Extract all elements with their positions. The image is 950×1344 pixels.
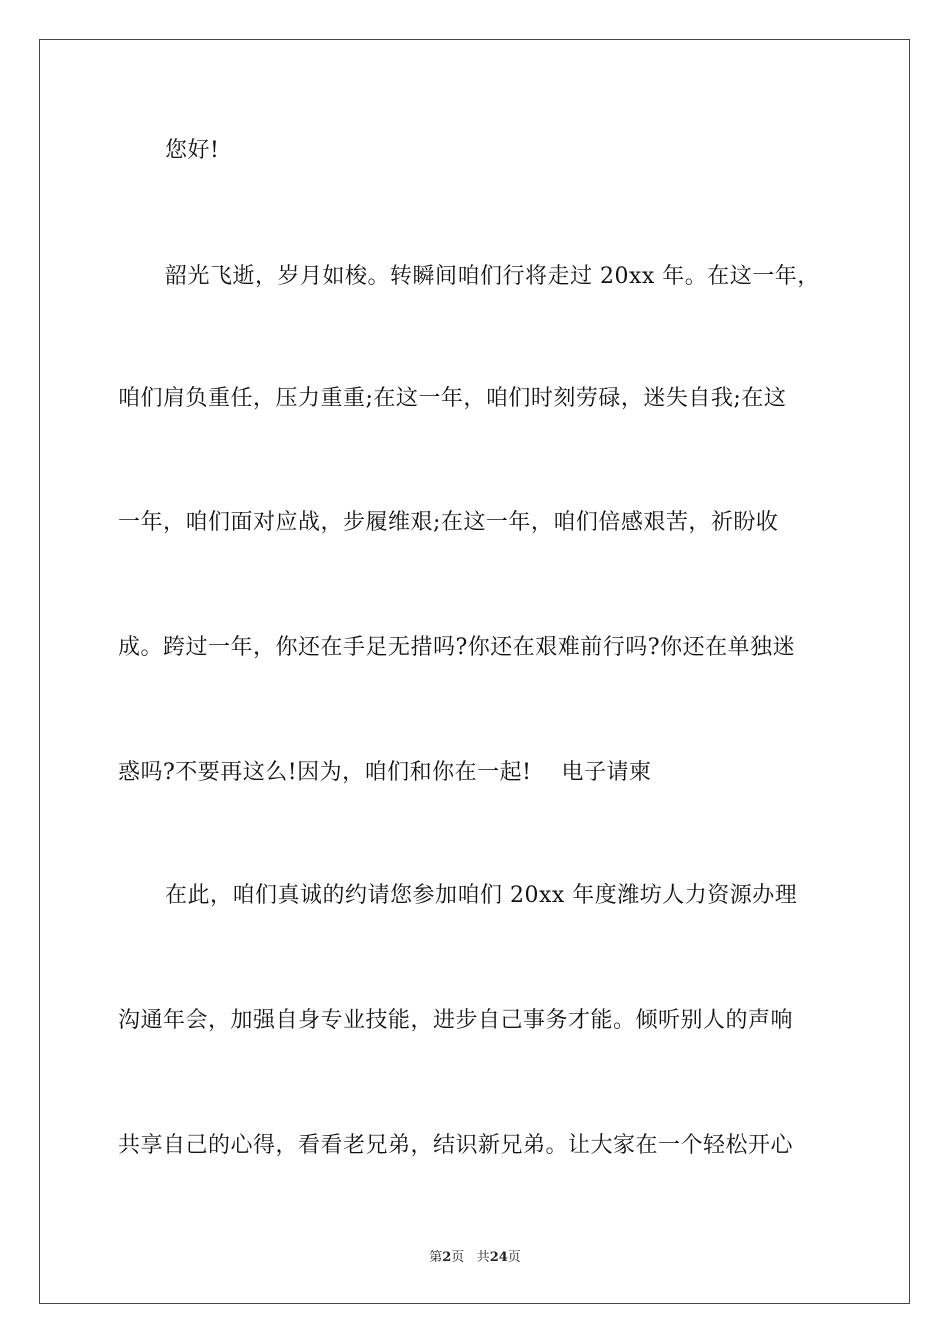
total-pages: 24 <box>489 1250 508 1265</box>
page-number: 2 <box>442 1250 452 1265</box>
page-suffix: 页 <box>451 1250 465 1265</box>
greeting-line: 您好! <box>165 138 220 163</box>
total-prefix: 共 <box>476 1250 490 1265</box>
paragraph-line-6: 在此，咱们真诚的约请您参加咱们 20xx 年度潍坊人力资源办理 <box>165 883 798 908</box>
page-prefix: 第 <box>429 1250 443 1265</box>
paragraph-line-4: 成。跨过一年，你还在手足无措吗?你还在艰难前行吗?你还在单独迷 <box>118 635 796 660</box>
paragraph-line-5: 惑吗?不要再这么!因为，咱们和你在一起! 电子请柬 <box>118 760 652 785</box>
paragraph-line-1: 韶光飞逝，岁月如梭。转瞬间咱们行将走过 20xx 年。在这一年， <box>165 264 820 289</box>
paragraph-line-7: 沟通年会，加强自身专业技能，进步自己事务才能。倾听别人的声响 <box>118 1008 794 1033</box>
total-suffix: 页 <box>507 1250 521 1265</box>
page-footer <box>0 1246 950 1265</box>
paragraph-line-3: 一年，咱们面对应战，步履维艰;在这一年，咱们倍感艰苦，祈盼收 <box>118 510 779 535</box>
paragraph-line-2: 咱们肩负重任，压力重重;在这一年，咱们时刻劳碌，迷失自我;在这 <box>118 386 787 411</box>
paragraph-line-8: 共享自己的心得，看看老兄弟，结识新兄弟。让大家在一个轻松开心 <box>118 1133 794 1158</box>
page-frame <box>39 39 910 1304</box>
